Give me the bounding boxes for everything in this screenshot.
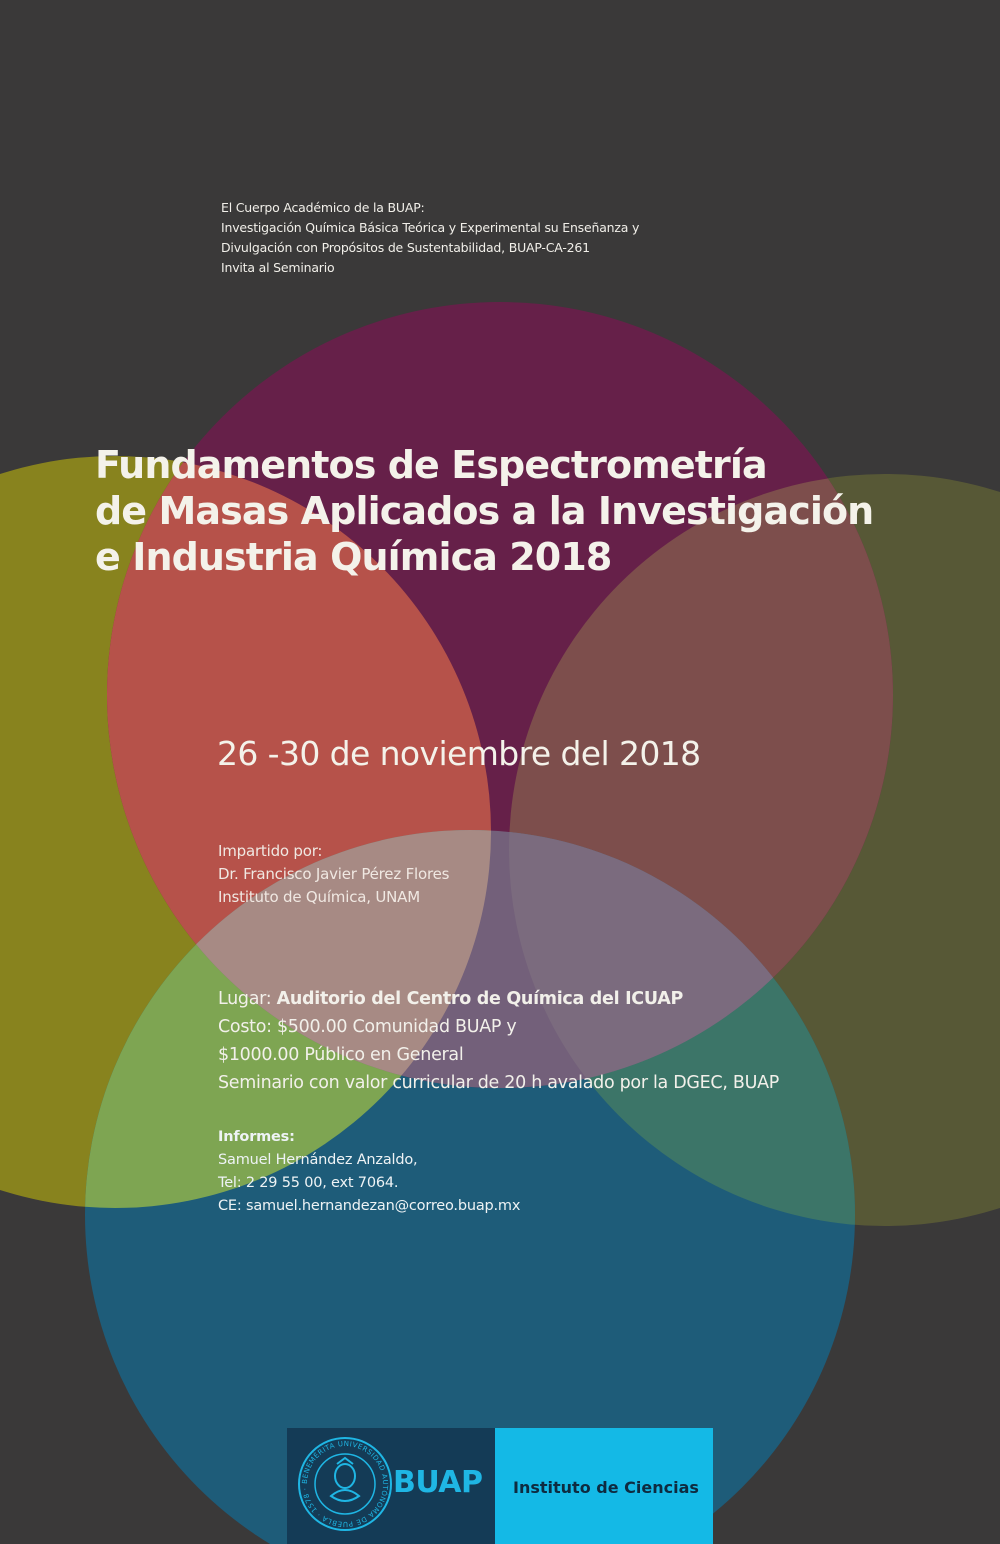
intro-line-4: Invita al Seminario <box>221 260 335 275</box>
intro-text <box>221 198 639 278</box>
title-line-3: e Industria Química 2018 <box>95 535 612 579</box>
intro-line-3: Divulgación con Propósitos de Sustentabilidad, BUAP-CA-261 <box>221 240 590 255</box>
cost-line-2: $1000.00 Público en General <box>218 1045 464 1065</box>
place-label: Lugar: <box>218 989 277 1009</box>
intro-line-1: El Cuerpo Académico de la BUAP: <box>221 200 425 215</box>
place-value: Auditorio del Centro de Química del ICUAP <box>276 989 683 1009</box>
title-line-1: Fundamentos de Espectrometría <box>95 443 767 487</box>
contact-phone: Tel: 2 29 55 00, ext 7064. <box>218 1175 399 1191</box>
institute-name: Instituto de Ciencias <box>513 1478 699 1497</box>
buap-logo-text: BUAP <box>393 1465 483 1500</box>
speaker-block <box>218 840 449 909</box>
institute-panel <box>495 1428 713 1544</box>
svg-text:BENEMÉRITA UNIVERSIDAD AUTÓNOM <box>301 1440 390 1528</box>
university-seal-icon <box>295 1434 395 1534</box>
place-line <box>218 985 779 1013</box>
speaker-label: Impartido por: <box>218 842 323 860</box>
footer-logos <box>287 1428 713 1544</box>
curricular-line: Seminario con valor curricular de 20 h avalado por la DGEC, BUAP <box>218 1073 780 1093</box>
intro-line-2: Investigación Química Básica Teórica y Experimental su Enseñanza y <box>221 220 640 235</box>
speaker-name: Dr. Francisco Javier Pérez Flores <box>218 865 450 883</box>
cost-line-1: Costo: $500.00 Comunidad BUAP y <box>218 1017 517 1037</box>
event-info <box>218 985 779 1097</box>
contact-label-line <box>218 1126 520 1149</box>
contact-email[interactable]: CE: samuel.hernandezan@correo.buap.mx <box>218 1198 521 1214</box>
buap-logo-panel <box>287 1428 495 1544</box>
contact-name: Samuel Hernández Anzaldo, <box>218 1152 418 1168</box>
title-line-2: de Masas Aplicados a la Investigación <box>95 489 874 533</box>
speaker-affiliation: Instituto de Química, UNAM <box>218 888 420 906</box>
seal-text: BENEMÉRITA UNIVERSIDAD AUTÓNOMA DE PUEBLA · 1578 · <box>300 1439 390 1529</box>
seminar-title <box>95 442 873 580</box>
event-date: 26 -30 de noviembre del 2018 <box>217 734 701 773</box>
contact-block <box>218 1126 520 1218</box>
contact-label: Informes: <box>218 1129 295 1145</box>
